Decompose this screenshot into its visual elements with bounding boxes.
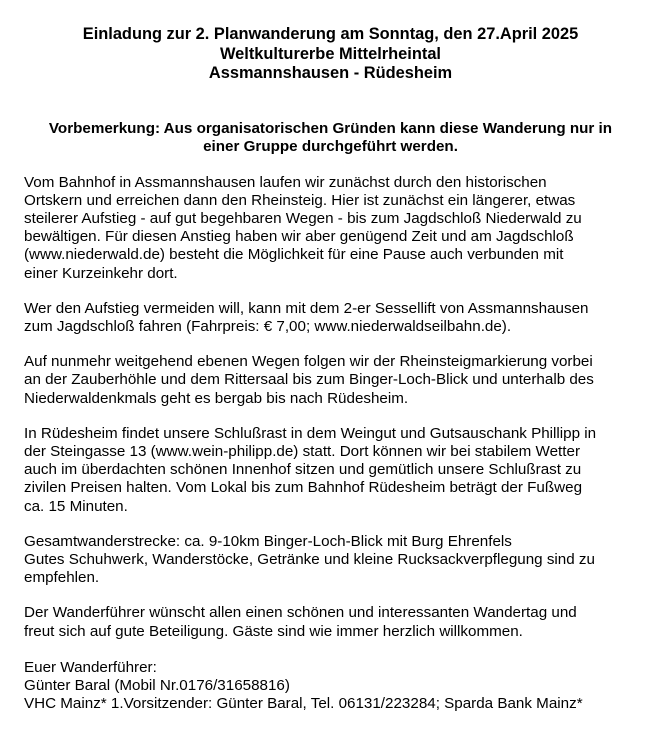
text-line: empfehlen. <box>24 569 100 587</box>
text-line: ca. 15 Minuten. <box>24 497 128 515</box>
text-line: Gutes Schuhwerk, Wanderstöcke, Getränke und kleine Rucksackverpflegung sind zu <box>24 550 595 568</box>
path-paragraph <box>24 353 637 408</box>
closing-paragraph <box>24 604 637 640</box>
text-line: an der Zauberhöhle und dem Rittersaal bis zum Binger-Loch-Blick und unterhalb des <box>24 371 594 389</box>
text-line: zum Jagdschloß fahren (Fahrpreis: € 7,00; www.niederwaldseilbahn.de). <box>24 317 512 335</box>
text-line: Gesamtwanderstrecke: ca. 9-10km Binger-Loch-Blick mit Burg Ehrenfels <box>24 532 512 550</box>
text-line: Vom Bahnhof in Assmannshausen laufen wir zunächst durch den historischen <box>24 173 547 191</box>
chairlift-paragraph <box>24 300 637 336</box>
text-line: Ortskern und erreichen dann den Rheinsteig. Hier ist zunächst ein längerer, etwas <box>24 191 576 209</box>
note-line-2: einer Gruppe durchgeführt werden. <box>203 138 458 155</box>
text-line: In Rüdesheim findet unsere Schlußrast in dem Weingut und Gutsauschank Phillipp in <box>24 424 597 442</box>
text-line: Niederwaldenkmals geht es bergab bis nach Rüdesheim. <box>24 389 409 407</box>
signature-line: Günter Baral (Mobil Nr.0176/31658816) <box>24 676 290 694</box>
signature-block <box>24 659 637 714</box>
route-paragraph <box>24 174 637 283</box>
title-line-2: Weltkulturerbe Mittelrheintal <box>219 44 441 63</box>
text-line: steilerer Aufstieg - auf gut begehbaren Wegen - bis zum Jagdschloß Niederwald zu <box>24 209 582 227</box>
text-line: einer Kurzeinkehr dort. <box>24 264 178 282</box>
preliminary-note <box>24 120 637 157</box>
text-line: Auf nunmehr weitgehend ebenen Wegen folgen wir der Rheinsteigmarkierung vorbei <box>24 353 593 371</box>
text-line: der Steingasse 13 (www.wein-philipp.de) statt. Dort können wir bei stabilem Wetter <box>24 442 581 460</box>
signature-line: VHC Mainz* 1.Vorsitzender: Günter Baral, Tel. 06131/223284; Sparda Bank Mainz* <box>24 695 583 713</box>
invitation-title <box>24 25 637 84</box>
note-line-1: Vorbemerkung: Aus organisatorischen Gründen kann diese Wanderung nur in <box>48 119 613 137</box>
text-line: auch im überdachten schönen Innenhof sitzen und gemütlich unsere Schlußrast zu <box>24 461 582 479</box>
title-line-1: Einladung zur 2. Planwanderung am Sonntag, den 27.April 2025 <box>82 25 579 43</box>
text-line: (www.niederwald.de) besteht die Möglichkeit für eine Pause auch verbunden mit <box>24 246 564 264</box>
text-line: freut sich auf gute Beteiligung. Gäste sind wie immer herzlich willkommen. <box>24 622 523 640</box>
signature-line: Euer Wanderführer: <box>24 658 157 676</box>
details-paragraph <box>24 533 637 588</box>
rest-stop-paragraph <box>24 425 637 516</box>
text-line: bewältigen. Für diesen Anstieg haben wir aber genügend Zeit und am Jagdschloß <box>24 228 574 246</box>
text-line: Der Wanderführer wünscht allen einen schönen und interessanten Wandertag und <box>24 604 577 622</box>
title-line-3: Assmannshausen - Rüdesheim <box>208 64 453 82</box>
text-line: zivilen Preisen halten. Vom Lokal bis zum Bahnhof Rüdesheim beträgt der Fußweg <box>24 479 583 497</box>
text-line: Wer den Aufstieg vermeiden will, kann mit dem 2-er Sessellift von Assmannshausen <box>24 299 589 317</box>
